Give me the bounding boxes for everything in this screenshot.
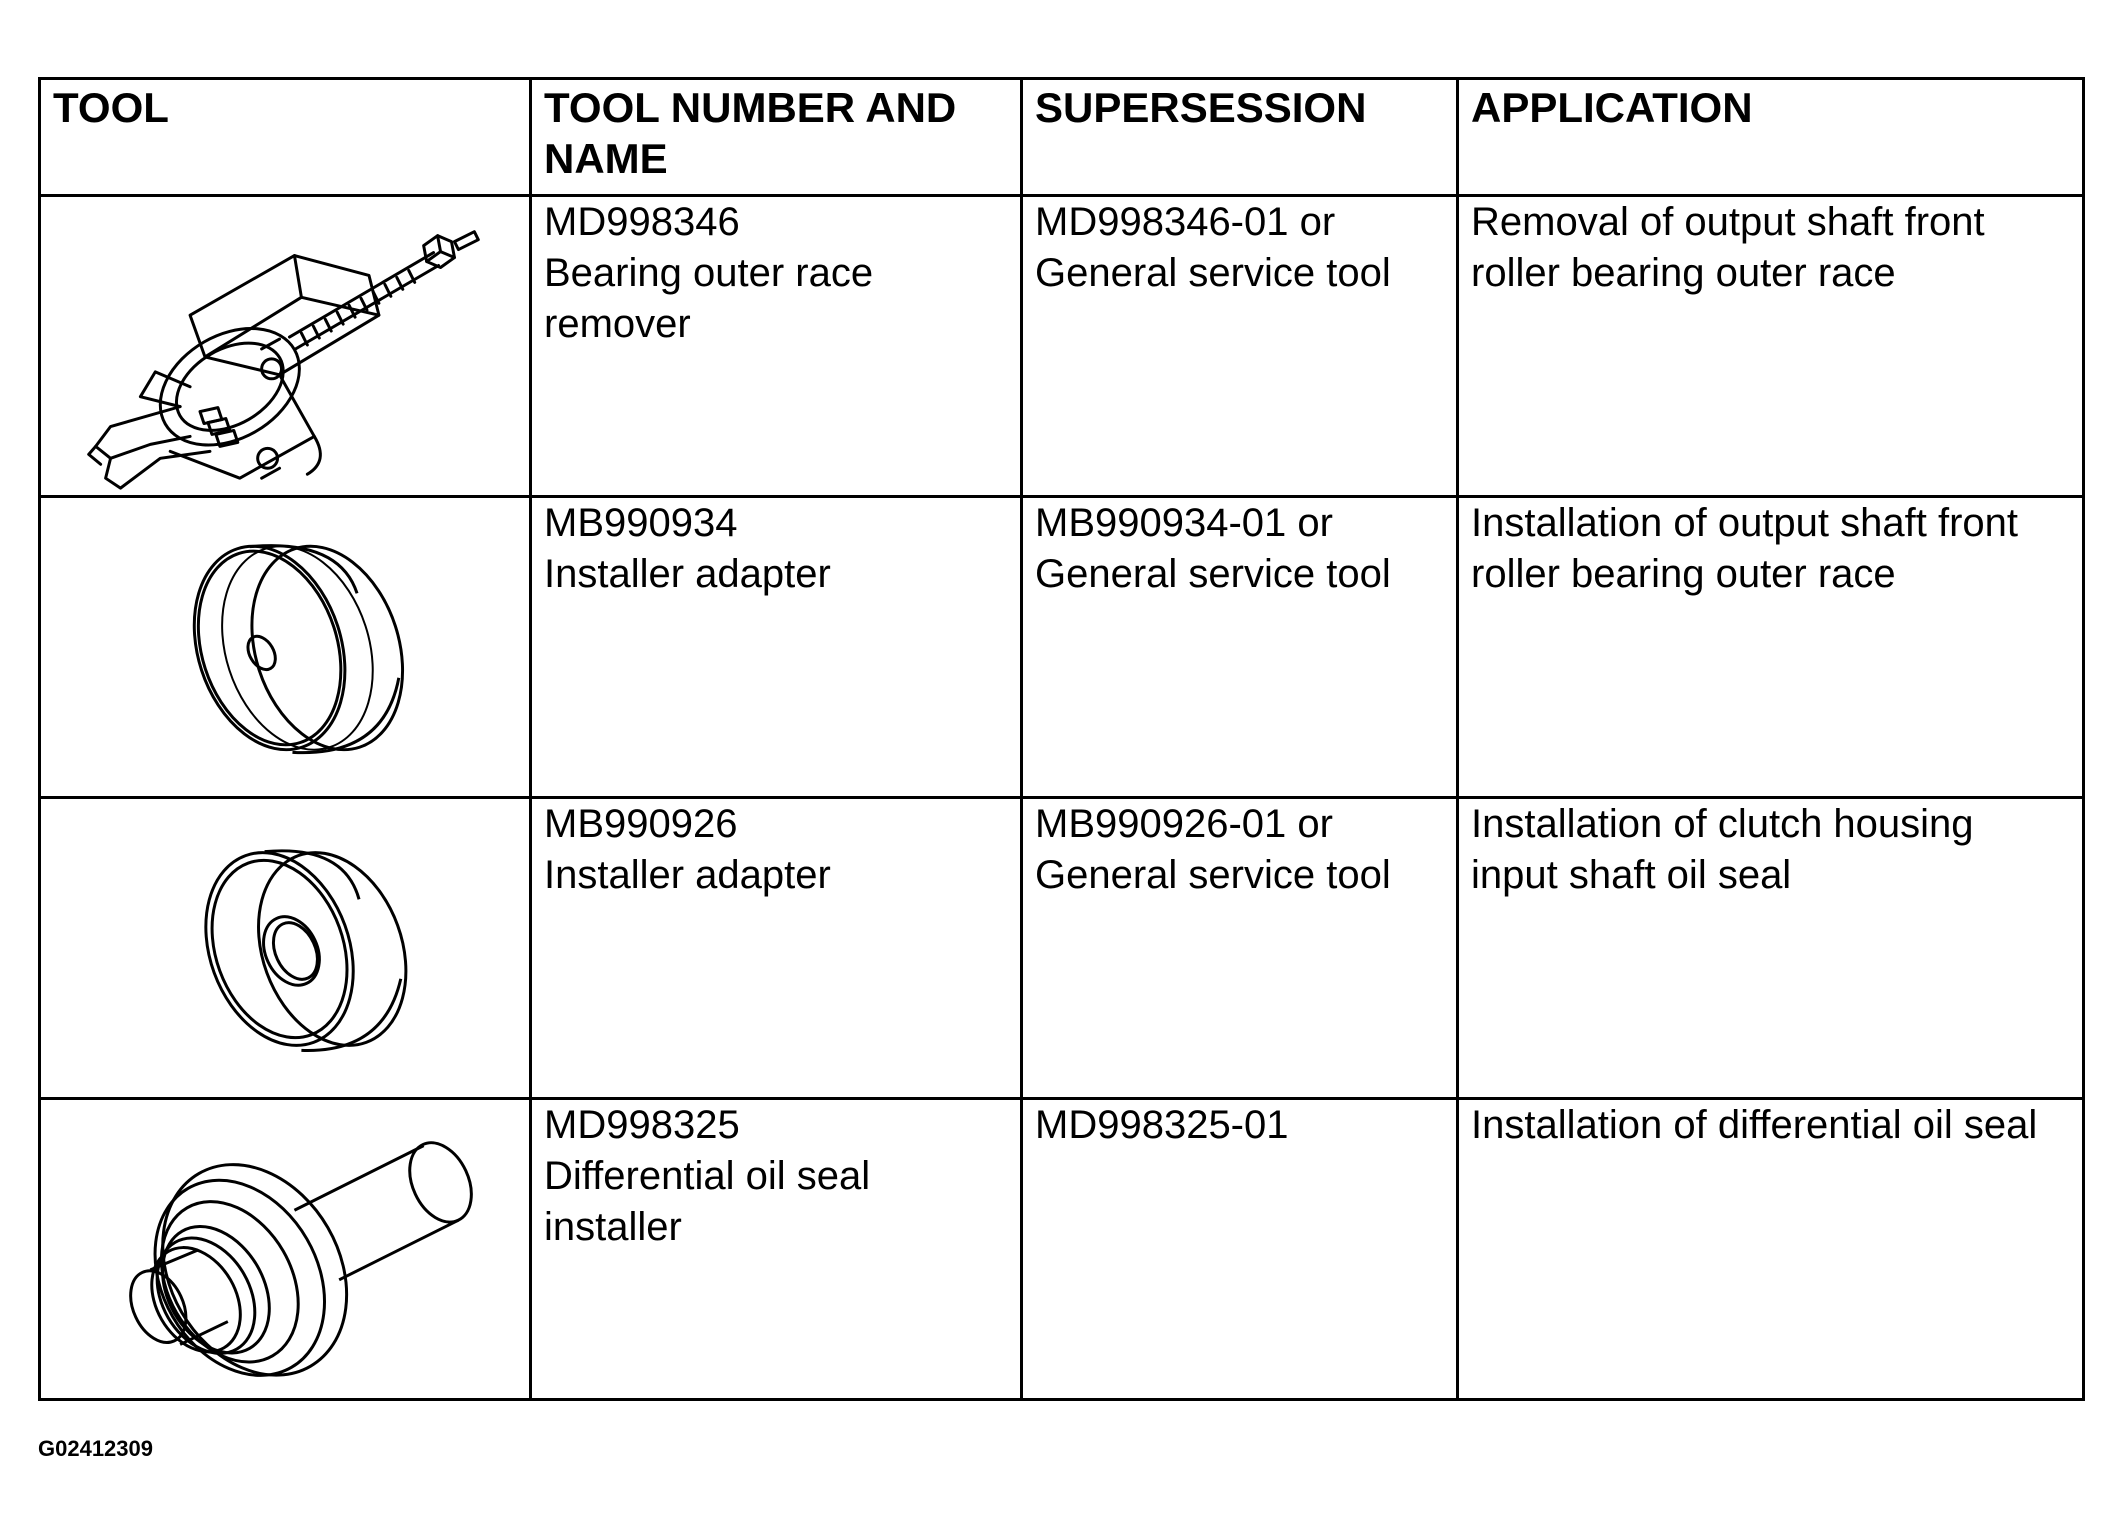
tool-image-cell xyxy=(40,196,531,497)
tool-name-line: remover xyxy=(544,302,691,346)
application-cell xyxy=(1458,798,2084,1099)
table-row xyxy=(40,497,2084,798)
tool-number: MB990934 xyxy=(544,501,738,545)
supersession-line: General service tool xyxy=(1035,251,1391,295)
application-line: Installation of clutch housing xyxy=(1471,802,1974,846)
tool-number-cell xyxy=(531,196,1022,497)
tool-number-cell xyxy=(531,798,1022,1099)
application-line: Installation of output shaft front xyxy=(1471,501,2019,545)
tool-number: MD998346 xyxy=(544,200,740,244)
application-cell xyxy=(1458,497,2084,798)
special-tools-table xyxy=(38,77,2085,1401)
application-line: roller bearing outer race xyxy=(1471,251,1896,295)
figure-code: G02412309 xyxy=(38,1436,153,1461)
supersession-cell xyxy=(1022,1099,1458,1400)
supersession-line: MB990926-01 or xyxy=(1035,802,1333,846)
application-line: roller bearing outer race xyxy=(1471,552,1896,596)
supersession-line: General service tool xyxy=(1035,853,1391,897)
supersession-cell xyxy=(1022,497,1458,798)
tool-image-cell xyxy=(40,497,531,798)
differential-oil-seal-installer-icon xyxy=(41,1100,529,1398)
tool-image-cell xyxy=(40,798,531,1099)
bearing-outer-race-remover-icon xyxy=(41,197,529,495)
tool-name-line: Installer adapter xyxy=(544,552,831,596)
application-line: Installation of differential oil seal xyxy=(1471,1103,2038,1147)
tool-number: MB990926 xyxy=(544,802,738,846)
supersession-line: MB990934-01 or xyxy=(1035,501,1333,545)
application-cell xyxy=(1458,196,2084,497)
tool-name-line: Installer adapter xyxy=(544,853,831,897)
header-tool-number-and-name: TOOL NUMBER AND NAME xyxy=(531,79,1022,196)
supersession-line: MD998325-01 xyxy=(1035,1103,1289,1147)
installer-adapter-small-bore-icon xyxy=(41,498,529,796)
supersession-cell xyxy=(1022,798,1458,1099)
header-tool: TOOL xyxy=(40,79,531,196)
table-header-row xyxy=(40,79,2084,196)
table-row xyxy=(40,798,2084,1099)
tool-image-cell xyxy=(40,1099,531,1400)
supersession-cell xyxy=(1022,196,1458,497)
installer-adapter-large-bore-icon xyxy=(41,799,529,1097)
application-cell xyxy=(1458,1099,2084,1400)
tool-name-line: installer xyxy=(544,1205,682,1249)
tool-number-cell xyxy=(531,1099,1022,1400)
tool-number: MD998325 xyxy=(544,1103,740,1147)
table-row xyxy=(40,196,2084,497)
supersession-line: General service tool xyxy=(1035,552,1391,596)
tool-name-line: Differential oil seal xyxy=(544,1154,871,1198)
table-row xyxy=(40,1099,2084,1400)
tool-number-cell xyxy=(531,497,1022,798)
application-line: input shaft oil seal xyxy=(1471,853,1792,897)
header-supersession: SUPERSESSION xyxy=(1022,79,1458,196)
application-line: Removal of output shaft front xyxy=(1471,200,1985,244)
tool-name-line: Bearing outer race xyxy=(544,251,874,295)
supersession-line: MD998346-01 or xyxy=(1035,200,1336,244)
header-application: APPLICATION xyxy=(1458,79,2084,196)
